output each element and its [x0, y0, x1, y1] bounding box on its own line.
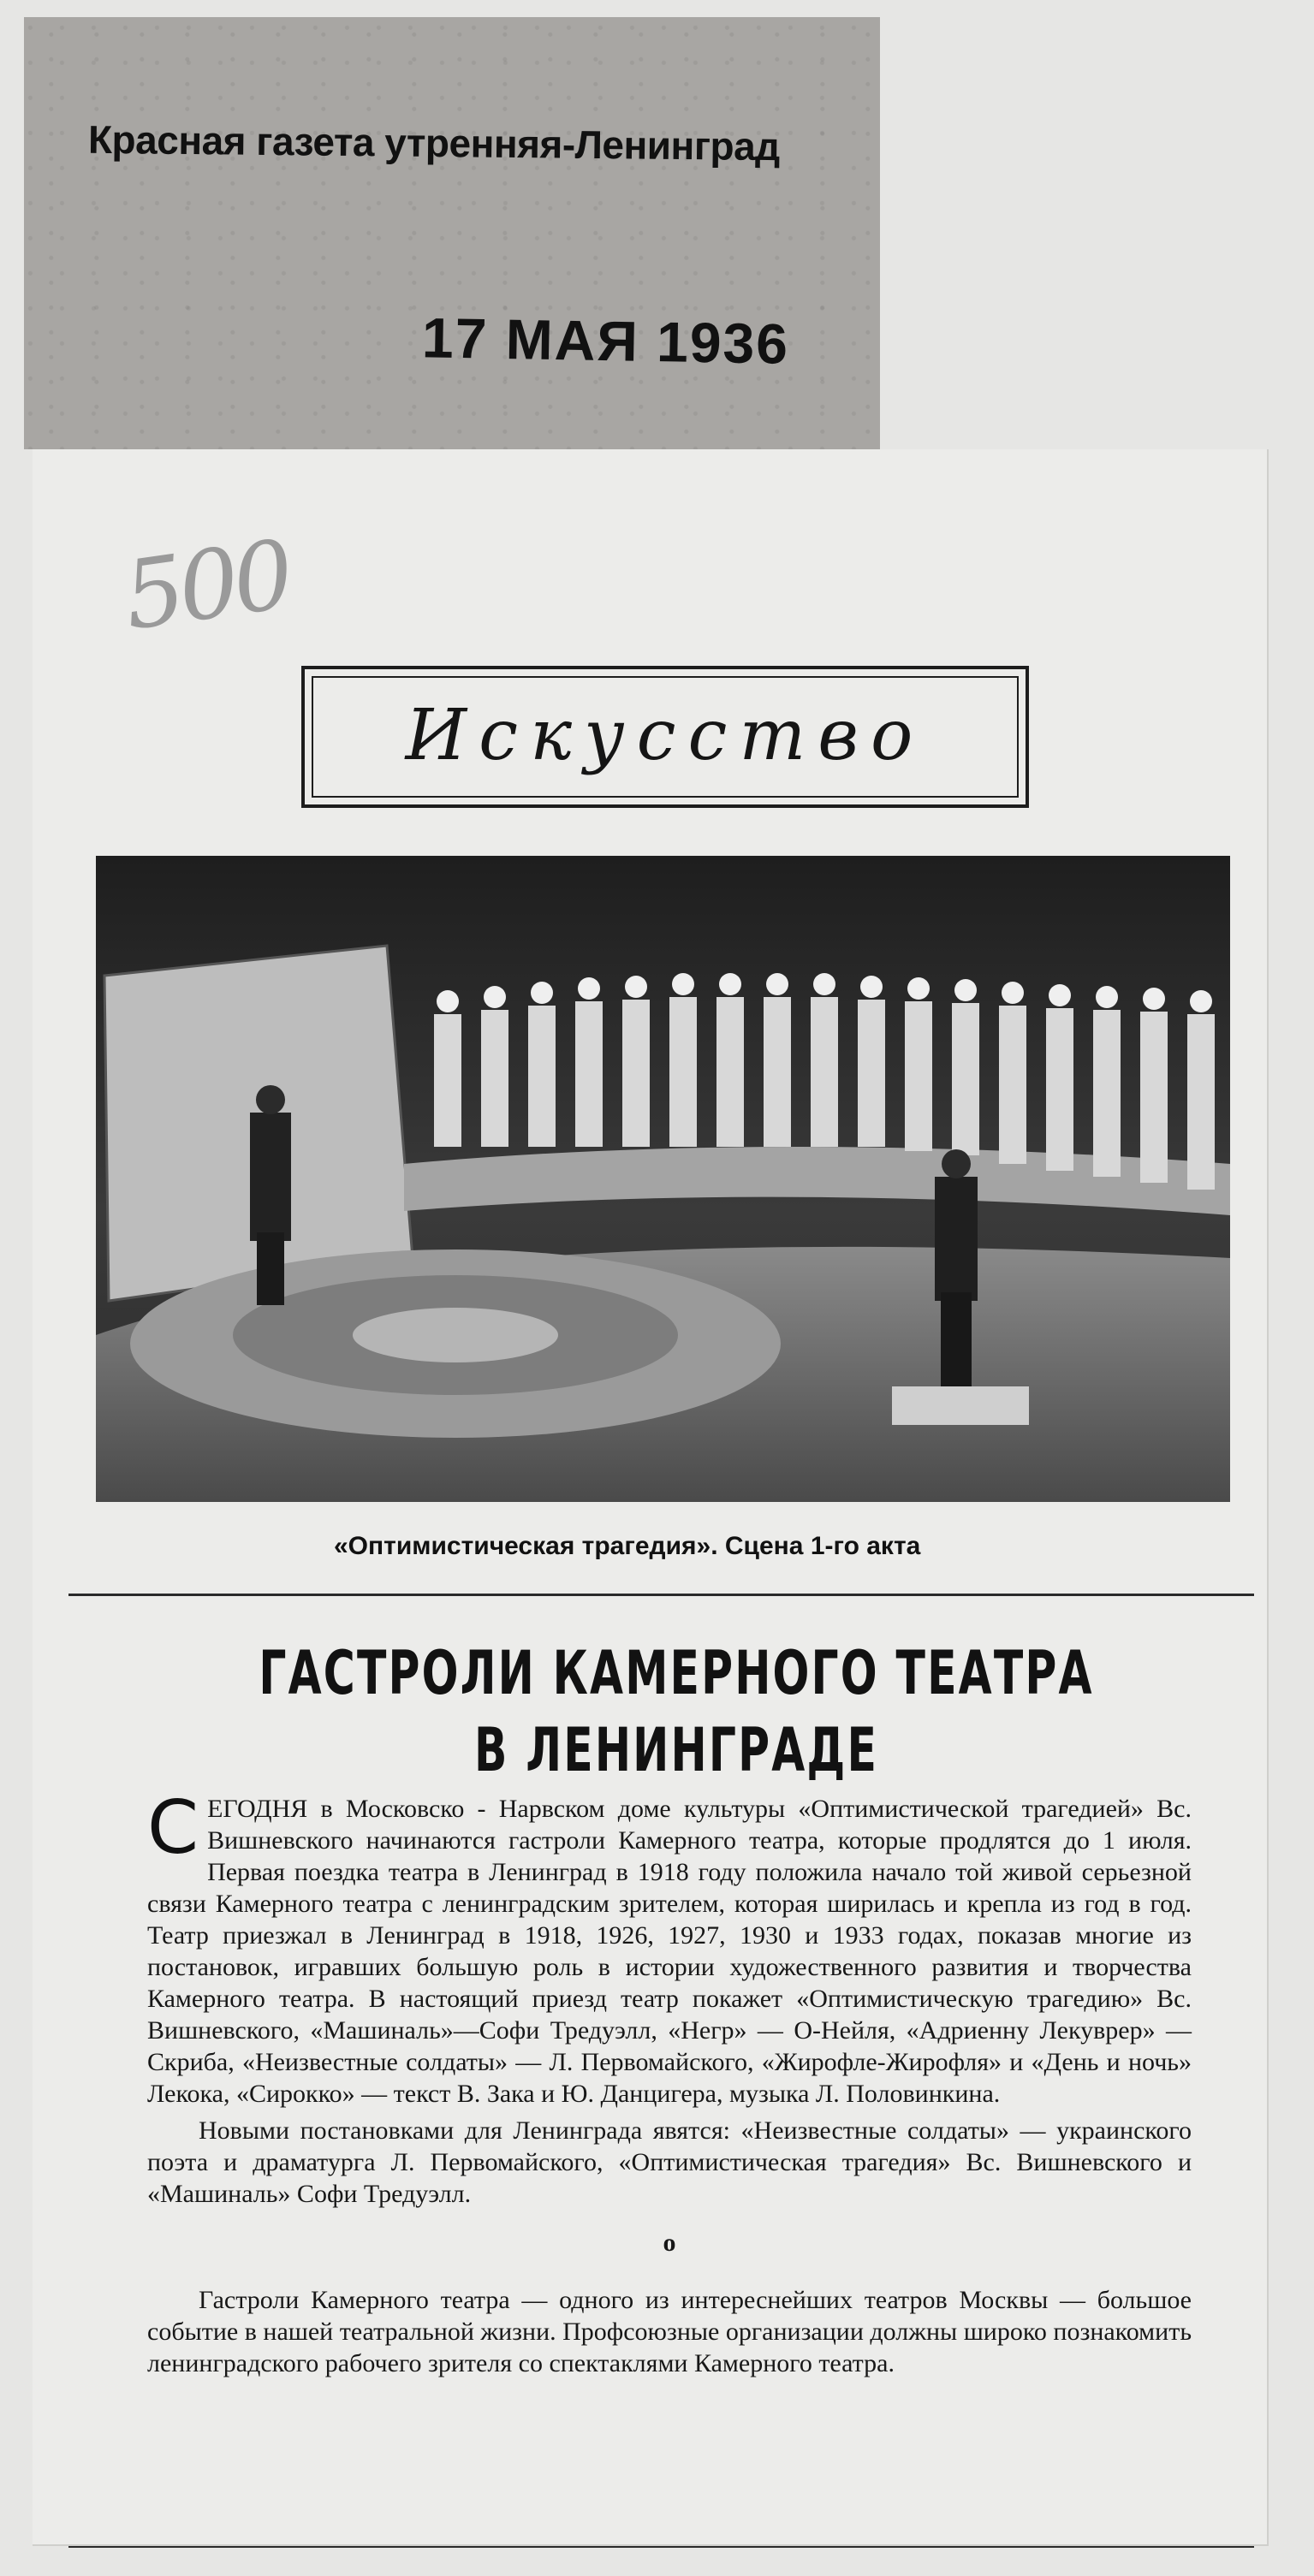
section-divider — [68, 1594, 1254, 1596]
handwritten-number: 500 — [117, 519, 295, 651]
drop-cap: С — [147, 1785, 199, 1871]
rubric-box — [301, 666, 1029, 808]
stage-photograph — [96, 856, 1230, 1502]
article-headline-line1: ГАСТРОЛИ КАМЕРНОГО ТЕАТРА — [259, 1638, 1094, 1708]
article-headline-line2: В ЛЕНИНГРАДЕ — [473, 1715, 879, 1785]
article-paragraph-3: Гастроли Камерного театра — одного из интереснейших театров Москвы — большое событие в нашей театральной жизни. Профсоюзные организации должны широко познакомить ленинградского рабочего зрителя со спектаклями Камерного театра. — [147, 2286, 1192, 2377]
section-ornament: о — [663, 2229, 676, 2257]
paragraph-1-text: ЕГОДНЯ в Московско - Нарвском доме культуры «Оптимистической трагедией» Вс. Вишневского начинаются гастроли Камерного театра, которые продлятся до 1 июля. Первая поездка театра в Ленинград в 1918 году положила начало той живой серьезной связи Камерного театра с ленинградским зрителем, которая ширилась и крепла из год в год. Театр приезжал в Ленинград в 1918, 1926, 1927, 1930 и 1933 годах, показав многие из постановок, игравших большую роль в истории художественного развития и творчества Камерного театра. В настоящий приезд театр покажет «Оптимистическую трагедию» Вс. Вишневского, «Машиналь»—Софи Тредуэлл, «Негр» — О-Нейля, «Адриенну Лекуврер» — Скриба, «Неизвестные солдаты» — Л. Первомайского, «Жирофле-Жирофля» и «День и ночь» Лекока, «Сирокко» — текст В. Зака и Ю. Данцигера, музыка Л. Половинкина. — [147, 1795, 1192, 2108]
newspaper-source: Красная газета утренняя-Ленинград — [87, 116, 781, 169]
date-stamp: 17 МАЯ 1936 — [421, 306, 790, 376]
article-body — [147, 1785, 1192, 2379]
newspaper-label-slip — [24, 17, 880, 449]
photo-caption: «Оптимистическая трагедия». Сцена 1-го акта — [334, 1532, 921, 1560]
article-paragraph-2: Новыми постановками для Ленинграда явятся: «Неизвестные солдаты» — украинского поэта и драматурга Л. Первомайского, «Оптимистическая трагедия» Вс. Вишневского и «Машиналь» Софи Тредуэлл. — [147, 2116, 1192, 2208]
stage-photo-illustration — [96, 856, 1230, 1502]
bottom-divider — [68, 2546, 1254, 2548]
rubric-title: Искусство — [405, 695, 925, 776]
article-paragraph-1 — [147, 1785, 1192, 2110]
